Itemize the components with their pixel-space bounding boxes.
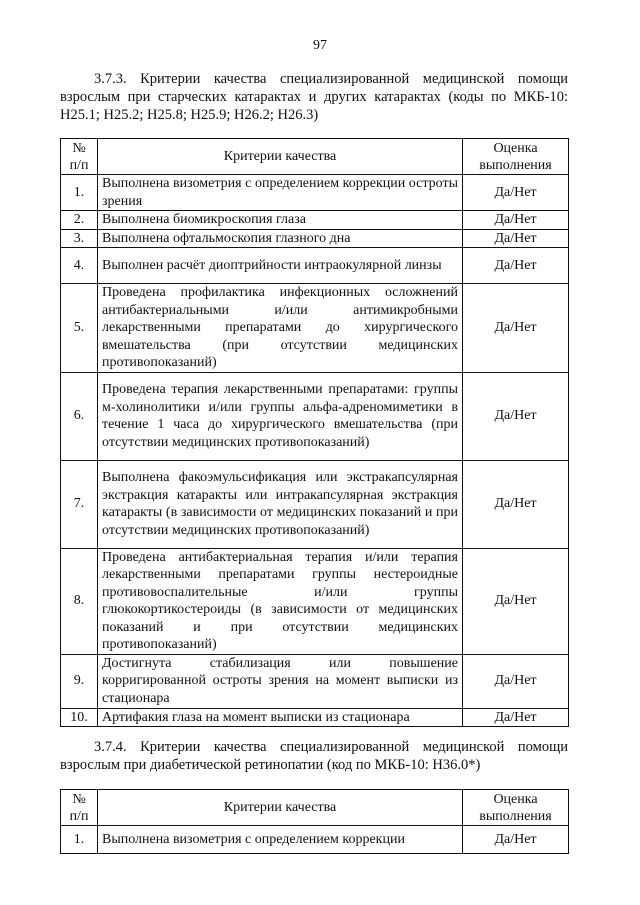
row-evaluation: Да/Нет	[463, 654, 569, 708]
row-evaluation: Да/Нет	[463, 548, 569, 654]
row-criterion: Выполнена визометрия с определением коррекции остроты зрения	[98, 175, 463, 211]
table-row	[61, 654, 569, 708]
table-row	[61, 248, 569, 284]
row-num: 5.	[61, 284, 98, 373]
table-row	[61, 175, 569, 211]
row-evaluation: Да/Нет	[463, 284, 569, 373]
row-num: 2.	[61, 211, 98, 230]
table-row	[61, 229, 569, 248]
table-row	[61, 372, 569, 460]
row-evaluation: Да/Нет	[463, 460, 569, 548]
row-num: 1.	[61, 175, 98, 211]
table-row	[61, 460, 569, 548]
header-criteria: Критерии качества	[98, 790, 463, 826]
row-criterion: Проведена профилактика инфекционных осложнений антибактериальными и/или антимикробными лекарственными препаратами до хирургического вмешательства (при отсутствии медицинских противопоказаний)	[98, 284, 463, 373]
row-num: 10.	[61, 708, 98, 727]
row-num: 6.	[61, 372, 98, 460]
table-row	[61, 284, 569, 373]
table-row	[61, 708, 569, 727]
row-criterion: Достигнута стабилизация или повышение корригированной остроты зрения на момент выписки из стационара	[98, 654, 463, 708]
table-row	[61, 826, 569, 854]
header-num: № п/п	[61, 139, 98, 175]
header-criteria: Критерии качества	[98, 139, 463, 175]
header-num: № п/п	[61, 790, 98, 826]
criteria-table-cataracts	[60, 138, 569, 727]
row-criterion: Выполнена биомикроскопия глаза	[98, 211, 463, 230]
table-row	[61, 211, 569, 230]
row-num: 7.	[61, 460, 98, 548]
section-heading-cataracts: 3.7.3. Критерии качества специализированной медицинской помощи взрослым при старческих катарактах и других катарактах (коды по МКБ-10: H25.1; H25.2; H25.8; H25.9; H26.2; H26.3)	[60, 71, 568, 123]
criteria-table-diabetic-retinopathy	[60, 789, 569, 854]
row-criterion: Выполнена визометрия с определением коррекции	[98, 826, 463, 854]
row-criterion: Выполнен расчёт диоптрийности интраокулярной линзы	[98, 248, 463, 284]
table-row	[61, 548, 569, 654]
row-criterion: Выполнена факоэмульсификация или экстракапсулярная экстракция катаракты или интракапсулярная экстракция катаракты (в зависимости от медицинских показаний и при отсутствии медицинских противопоказаний)	[98, 460, 463, 548]
row-num: 4.	[61, 248, 98, 284]
row-evaluation: Да/Нет	[463, 211, 569, 230]
row-num: 9.	[61, 654, 98, 708]
row-evaluation: Да/Нет	[463, 229, 569, 248]
row-criterion: Выполнена офтальмоскопия глазного дна	[98, 229, 463, 248]
row-evaluation: Да/Нет	[463, 175, 569, 211]
row-criterion: Проведена антибактериальная терапия и/или терапия лекарственными препаратами группы нестероидные противовоспалительные и/или группы глюкокортикостероиды (в зависимости от медицинских показаний и при отсутствии медицинских противопоказаний)	[98, 548, 463, 654]
row-evaluation: Да/Нет	[463, 708, 569, 727]
header-evaluation: Оценка выполнения	[463, 790, 569, 826]
row-evaluation: Да/Нет	[463, 248, 569, 284]
row-evaluation: Да/Нет	[463, 372, 569, 460]
row-criterion: Проведена терапия лекарственными препаратами: группы м-холинолитики и/или группы альфа-адреномиметики в течение 1 часа до хирургического вмешательства (при отсутствии медицинских противопоказаний)	[98, 372, 463, 460]
row-evaluation: Да/Нет	[463, 826, 569, 854]
row-num: 3.	[61, 229, 98, 248]
page-number: 97	[313, 38, 327, 53]
row-criterion: Артифакия глаза на момент выписки из стационара	[98, 708, 463, 727]
header-evaluation: Оценка выполнения	[463, 139, 569, 175]
row-num: 1.	[61, 826, 98, 854]
section-heading-diabetic-retinopathy: 3.7.4. Критерии качества специализированной медицинской помощи взрослым при диабетической ретинопатии (код по МКБ-10: H36.0*)	[60, 739, 568, 773]
row-num: 8.	[61, 548, 98, 654]
